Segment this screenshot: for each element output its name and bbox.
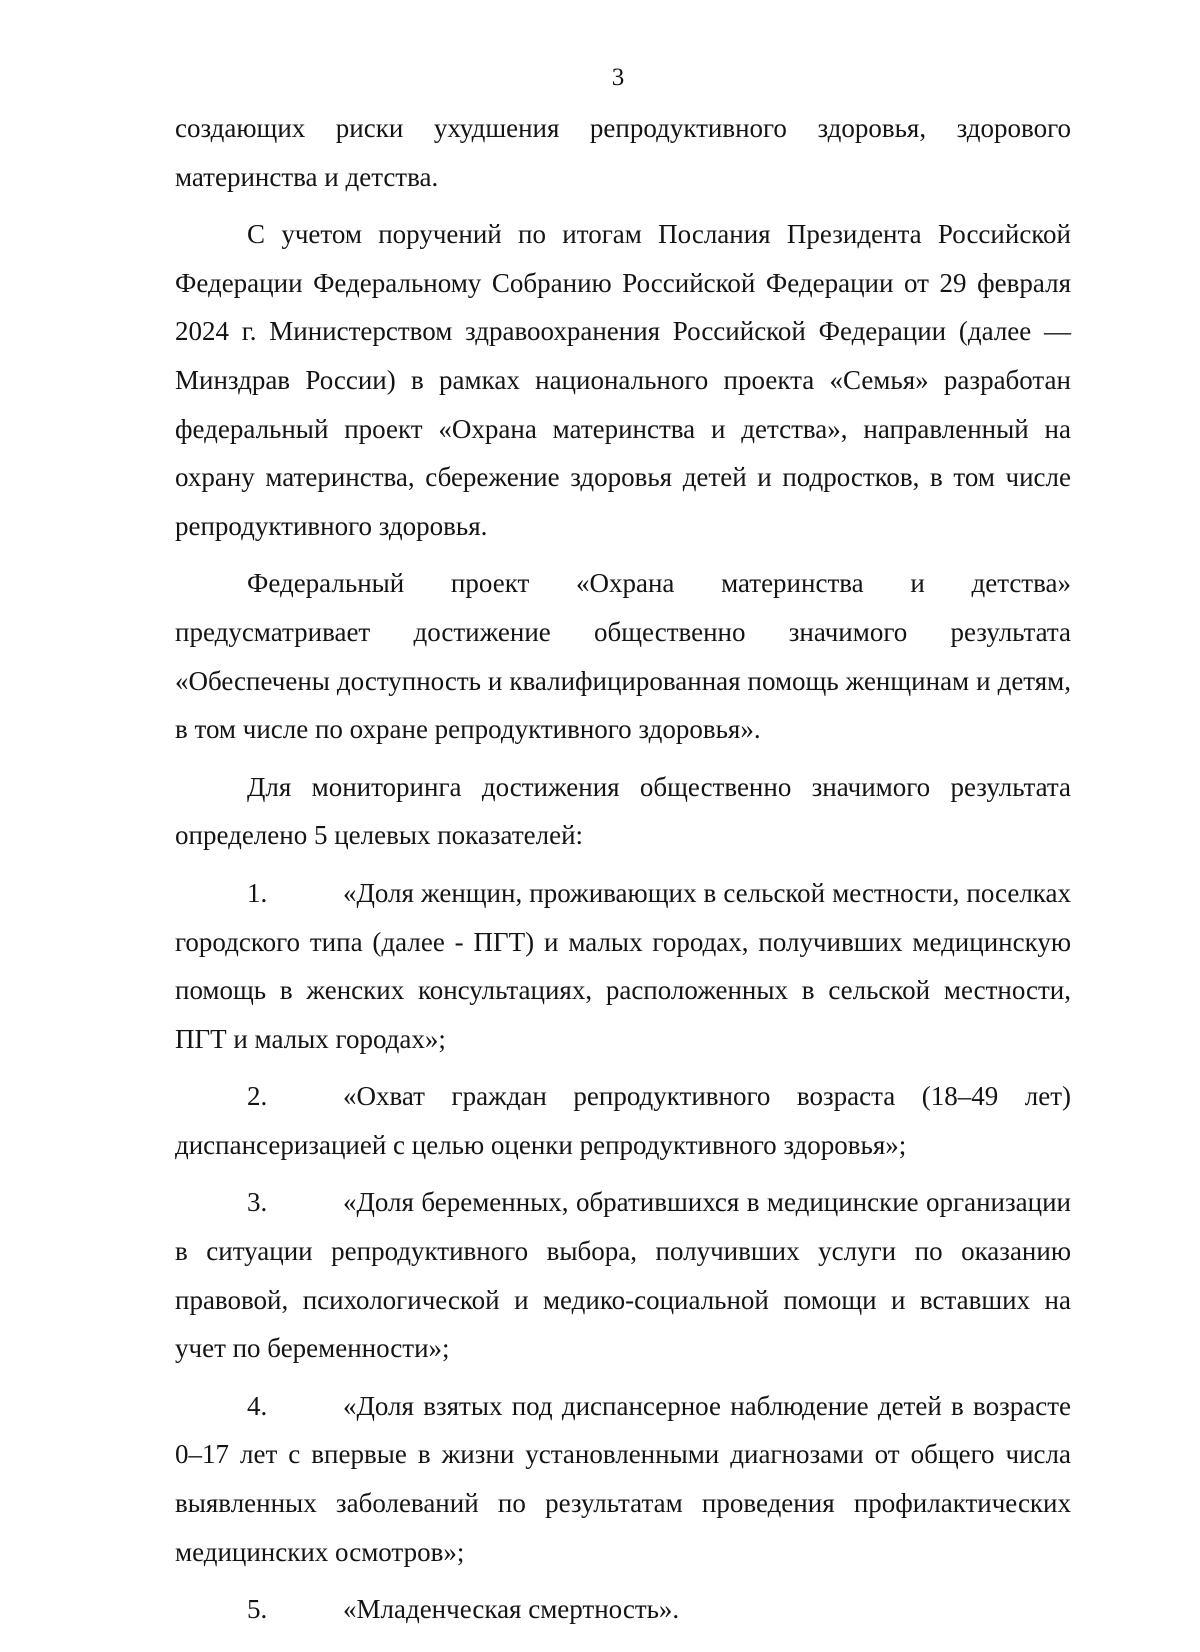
- target-indicator-text: «Доля взятых под диспансерное наблюдение детей в возрасте 0–17 лет с впервые в жизни установленными диагнозами от общего числа выявленных заболеваний по результатам проведения профилактических медицинских осмотров»;: [175, 1390, 1071, 1567]
- paragraph-public-result: Федеральный проект «Охрана материнства и детства» предусматривает достижение общественно значимого результата «Обеспечены доступность и квалифицированная помощь женщинам и детям, в том числе по охране репродуктивного здоровья».: [175, 568, 1071, 745]
- target-indicator-number: 2.: [247, 1081, 268, 1112]
- target-indicator-item: [175, 869, 1071, 1063]
- paragraph-continuation: создающих риски ухудшения репродуктивного здоровья, здорового материнства и детства.: [175, 113, 1071, 192]
- target-indicator-number: 4.: [247, 1390, 268, 1421]
- page-number: 3: [611, 64, 625, 91]
- target-indicator-number: 1.: [247, 877, 268, 908]
- target-indicator-item: [175, 1072, 1071, 1169]
- target-indicator-text: «Доля женщин, проживающих в сельской местности, поселках городского типа (далее - ПГТ) и малых городах, получивших медицинскую помощь в женских консультациях, расположенных в сельской местности, ПГТ и малых городах»;: [175, 877, 1071, 1054]
- target-indicator-item: [175, 1382, 1071, 1576]
- target-indicators-list: [175, 869, 1071, 1634]
- paragraph-monitoring-intro: Для мониторинга достижения общественно значимого результата определено 5 целевых показателей:: [175, 771, 1071, 851]
- target-indicator-text: «Охват граждан репродуктивного возраста (18–49 лет) диспансеризацией с целью оценки репродуктивного здоровья»;: [175, 1081, 1071, 1160]
- target-indicator-text: «Доля беременных, обратившихся в медицинские организации в ситуации репродуктивного выбора, получивших услуги по оказанию правовой, психологической и медико-социальной помощи и вставших на учет по беременности»;: [175, 1187, 1071, 1364]
- target-indicator-item: [175, 1585, 1071, 1634]
- paragraph-federal-project-development: С учетом поручений по итогам Послания Президента Российской Федерации Федеральному Собранию Российской Федерации от 29 февраля 2024 г. Министерством здравоохранения Российской Федерации (далее — Минздрав России) в рамках национального проекта «Семья» разработан федеральный проект «Охрана материнства и детства», направленный на охрану материнства, сбережение здоровья детей и подростков, в том числе репродуктивного здоровья.: [175, 219, 1071, 541]
- target-indicator-item: [175, 1178, 1071, 1372]
- target-indicator-number: 3.: [247, 1187, 268, 1218]
- target-indicator-text: «Младенческая смертность».: [343, 1594, 680, 1625]
- target-indicator-number: 5.: [247, 1594, 268, 1625]
- document-body: [175, 104, 1071, 1643]
